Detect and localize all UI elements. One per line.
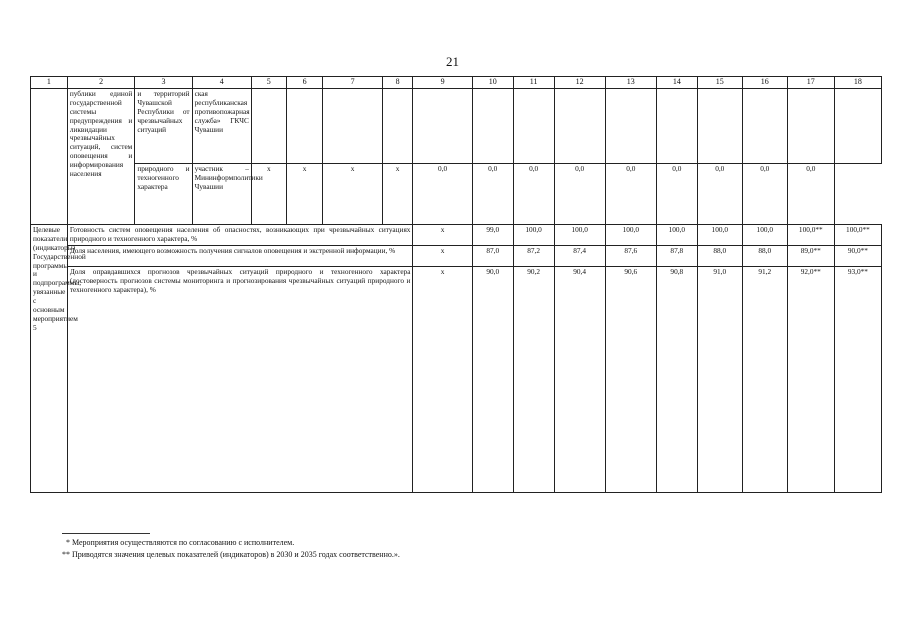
value-cell: 0,0: [472, 164, 513, 225]
value-cell: 100,0: [554, 225, 605, 246]
empty-cell: [251, 89, 286, 164]
value-cell: 87,6: [605, 246, 656, 267]
indicators-label: Целевые показатели (индикаторы) Государственной программы и подпрограммы, увязанные с основным мероприятием 5: [31, 225, 68, 493]
col-num: 4: [192, 77, 251, 89]
footnote-1: * Мероприятия осуществляются по согласованию с исполнителем.: [66, 538, 295, 547]
value-cell: 87,0: [472, 246, 513, 267]
value-cell: 90,0**: [834, 246, 881, 267]
measure-goal-cell: и территорий Чувашской Республики от чрезвычайных ситуаций: [135, 89, 192, 164]
value-cell: 87,2: [513, 246, 554, 267]
col-num: 16: [742, 77, 787, 89]
col-num: 15: [697, 77, 742, 89]
empty-cell: [834, 89, 881, 164]
value-cell: 100,0**: [834, 225, 881, 246]
value-cell: 0,0: [413, 164, 472, 225]
empty-cell: [513, 89, 554, 164]
measure-name-cell: публики единой государственной системы предупреждения и ликвидации чрезвычайных ситуаций, систем оповещения и информирования населения: [67, 89, 135, 225]
empty-cell: [286, 89, 323, 164]
executor-cell: участник – Мининформполитики Чувашии: [192, 164, 251, 225]
column-number-row: [31, 77, 882, 89]
col-num: 10: [472, 77, 513, 89]
value-cell: 90,0: [472, 267, 513, 493]
x-mark: x: [413, 225, 472, 246]
x-mark: x: [251, 164, 286, 225]
value-cell: 0,0: [656, 164, 697, 225]
page-number: 21: [446, 54, 459, 69]
empty-cell: [605, 89, 656, 164]
value-cell: 88,0: [742, 246, 787, 267]
value-cell: 90,4: [554, 267, 605, 493]
col-num: 5: [251, 77, 286, 89]
indicator-text: Доля оправдавшихся прогнозов чрезвычайных ситуаций природного и техногенного характера (достоверность прогнозов системы мониторинга и прогнозирования чрезвычайных ситуаций природного и техногенного характера), %: [67, 267, 413, 493]
table-row: [31, 164, 882, 225]
value-cell: 0,0: [697, 164, 742, 225]
value-cell: 100,0**: [787, 225, 834, 246]
empty-cell: [787, 89, 834, 164]
col-num: 3: [135, 77, 192, 89]
col-num: 6: [286, 77, 323, 89]
indicator-text: Доля населения, имеющего возможность получения сигналов оповещения и экстренной информации, %: [67, 246, 413, 267]
value-cell: 100,0: [605, 225, 656, 246]
value-cell: 100,0: [697, 225, 742, 246]
x-mark: x: [413, 267, 472, 493]
x-mark: x: [382, 164, 413, 225]
empty-cell: [697, 89, 742, 164]
empty-cell: [413, 89, 472, 164]
value-cell: 100,0: [656, 225, 697, 246]
value-cell: 0,0: [787, 164, 834, 225]
empty-cell: [472, 89, 513, 164]
col-num: 18: [834, 77, 881, 89]
value-cell: 100,0: [513, 225, 554, 246]
col-num: 14: [656, 77, 697, 89]
value-cell: 92,0**: [787, 267, 834, 493]
value-cell: 99,0: [472, 225, 513, 246]
value-cell: 91,2: [742, 267, 787, 493]
value-cell: 90,2: [513, 267, 554, 493]
value-cell: 0,0: [605, 164, 656, 225]
empty-cell: [554, 89, 605, 164]
col-num: 11: [513, 77, 554, 89]
measure-goal-cell: природного и техногенного характера: [135, 164, 192, 225]
col-num: 9: [413, 77, 472, 89]
col-num: 1: [31, 77, 68, 89]
empty-cell: [656, 89, 697, 164]
x-mark: x: [323, 164, 382, 225]
empty-cell: [742, 89, 787, 164]
indicator-text: Готовность систем оповещения населения об опасностях, возникающих при чрезвычайных ситуациях природного и техногенного характера, %: [67, 225, 413, 246]
col-num: 12: [554, 77, 605, 89]
col-num: 7: [323, 77, 382, 89]
col-num: 2: [67, 77, 135, 89]
value-cell: 87,4: [554, 246, 605, 267]
value-cell: 93,0**: [834, 267, 881, 493]
indicator-row: [31, 246, 882, 267]
col-num: 8: [382, 77, 413, 89]
value-cell: 0,0: [513, 164, 554, 225]
value-cell: 87,8: [656, 246, 697, 267]
value-cell: 0,0: [742, 164, 787, 225]
table-row: [31, 89, 882, 164]
program-table: [30, 76, 882, 493]
x-mark: x: [413, 246, 472, 267]
empty-cell: [31, 89, 68, 225]
indicator-row: [31, 267, 882, 493]
value-cell: 90,6: [605, 267, 656, 493]
col-num: 17: [787, 77, 834, 89]
indicator-row: [31, 225, 882, 246]
value-cell: 100,0: [742, 225, 787, 246]
empty-cell: [323, 89, 382, 164]
footnotes: [62, 533, 400, 560]
executor-cell: ская республиканская противопожарная служба» ГКЧС Чувашии: [192, 89, 251, 164]
footnote-separator: [62, 533, 150, 534]
footnote-2: ** Приводятся значения целевых показателей (индикаторов) в 2030 и 2035 годах соответственно.».: [62, 549, 400, 559]
value-cell: 91,0: [697, 267, 742, 493]
x-mark: x: [286, 164, 323, 225]
value-cell: 0,0: [554, 164, 605, 225]
empty-cell: [382, 89, 413, 164]
value-cell: 89,0**: [787, 246, 834, 267]
value-cell: 88,0: [697, 246, 742, 267]
col-num: 13: [605, 77, 656, 89]
value-cell: 90,8: [656, 267, 697, 493]
